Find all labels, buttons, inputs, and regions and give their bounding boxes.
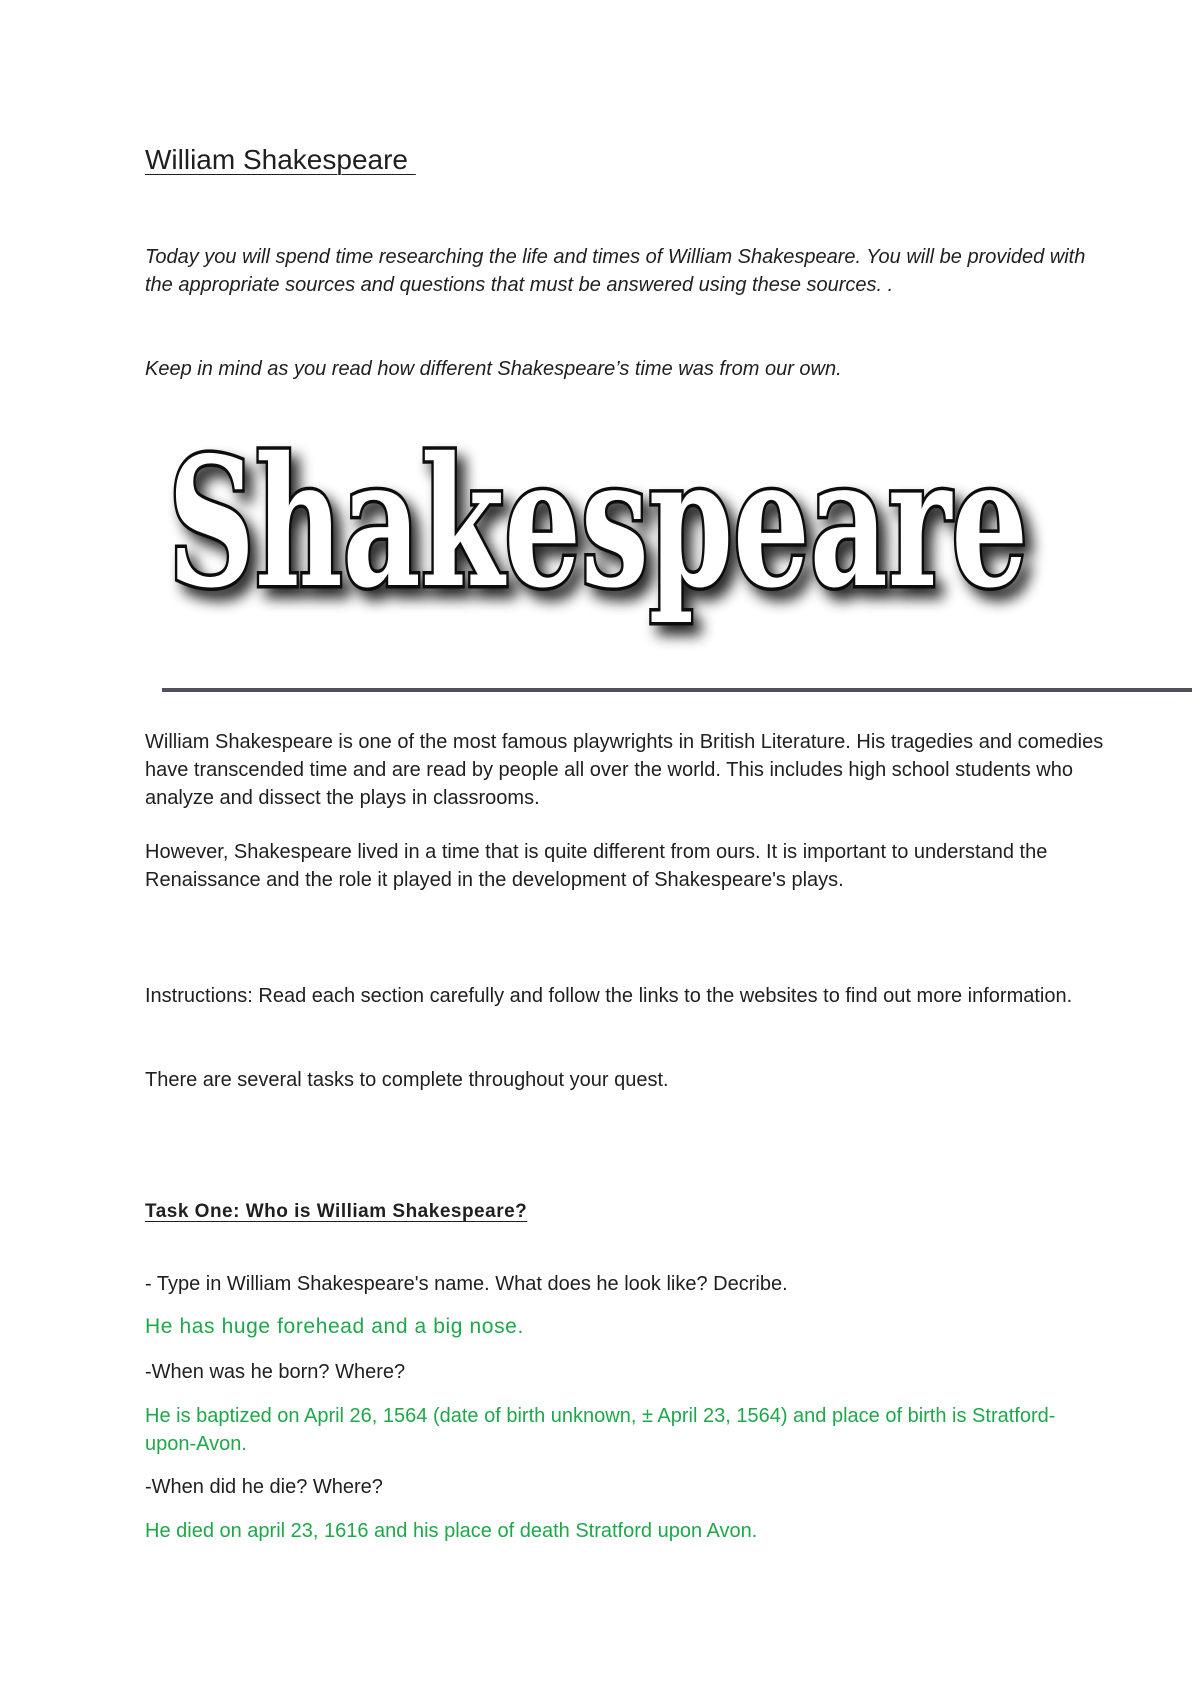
intro-text: Today you will spend time researching the life and times of William Shakespeare. You will be provided with the appropriate sources and questions that must be answered using these sources. .	[145, 246, 1086, 296]
answer-died: He died on april 23, 1616 and his place of death Stratford upon Avon.	[145, 1520, 758, 1542]
logo-text: Shakespeare	[168, 418, 1028, 627]
question-appearance: - Type in William Shakespeare's name. What does he look like? Decribe.	[145, 1273, 788, 1295]
question-died: -When did he die? Where?	[145, 1476, 383, 1498]
horizontal-divider	[162, 688, 1192, 692]
shakespeare-logo	[148, 405, 1048, 665]
paragraph-intro: William Shakespeare is one of the most famous playwrights in British Literature. His tragedies and comedies have transcended time and are read by people all over the world. This includes high school students who analyze and dissect the plays in classrooms.	[145, 731, 1104, 809]
task-one-heading: Task One: Who is William Shakespeare?	[145, 1201, 528, 1222]
question-born: -When was he born? Where?	[145, 1361, 406, 1383]
intro-reminder: Keep in mind as you read how different Shakespeare’s time was from our own.	[145, 358, 842, 380]
paragraph-tasks: There are several tasks to complete throughout your quest.	[145, 1069, 669, 1091]
paragraph-instructions: Instructions: Read each section carefully and follow the links to the websites to find out more information.	[145, 985, 1073, 1007]
answer-born: He is baptized on April 26, 1564 (date of birth unknown, ± April 23, 1564) and place of birth is Stratford-upon-Avon.	[145, 1405, 1056, 1455]
paragraph-renaissance: However, Shakespeare lived in a time that is quite different from ours. It is important to understand the Renaissance and the role it played in the development of Shakespeare's plays.	[145, 841, 1048, 891]
page-title: William Shakespeare	[145, 144, 416, 175]
answer-appearance: He has huge forehead and a big nose.	[145, 1315, 524, 1338]
